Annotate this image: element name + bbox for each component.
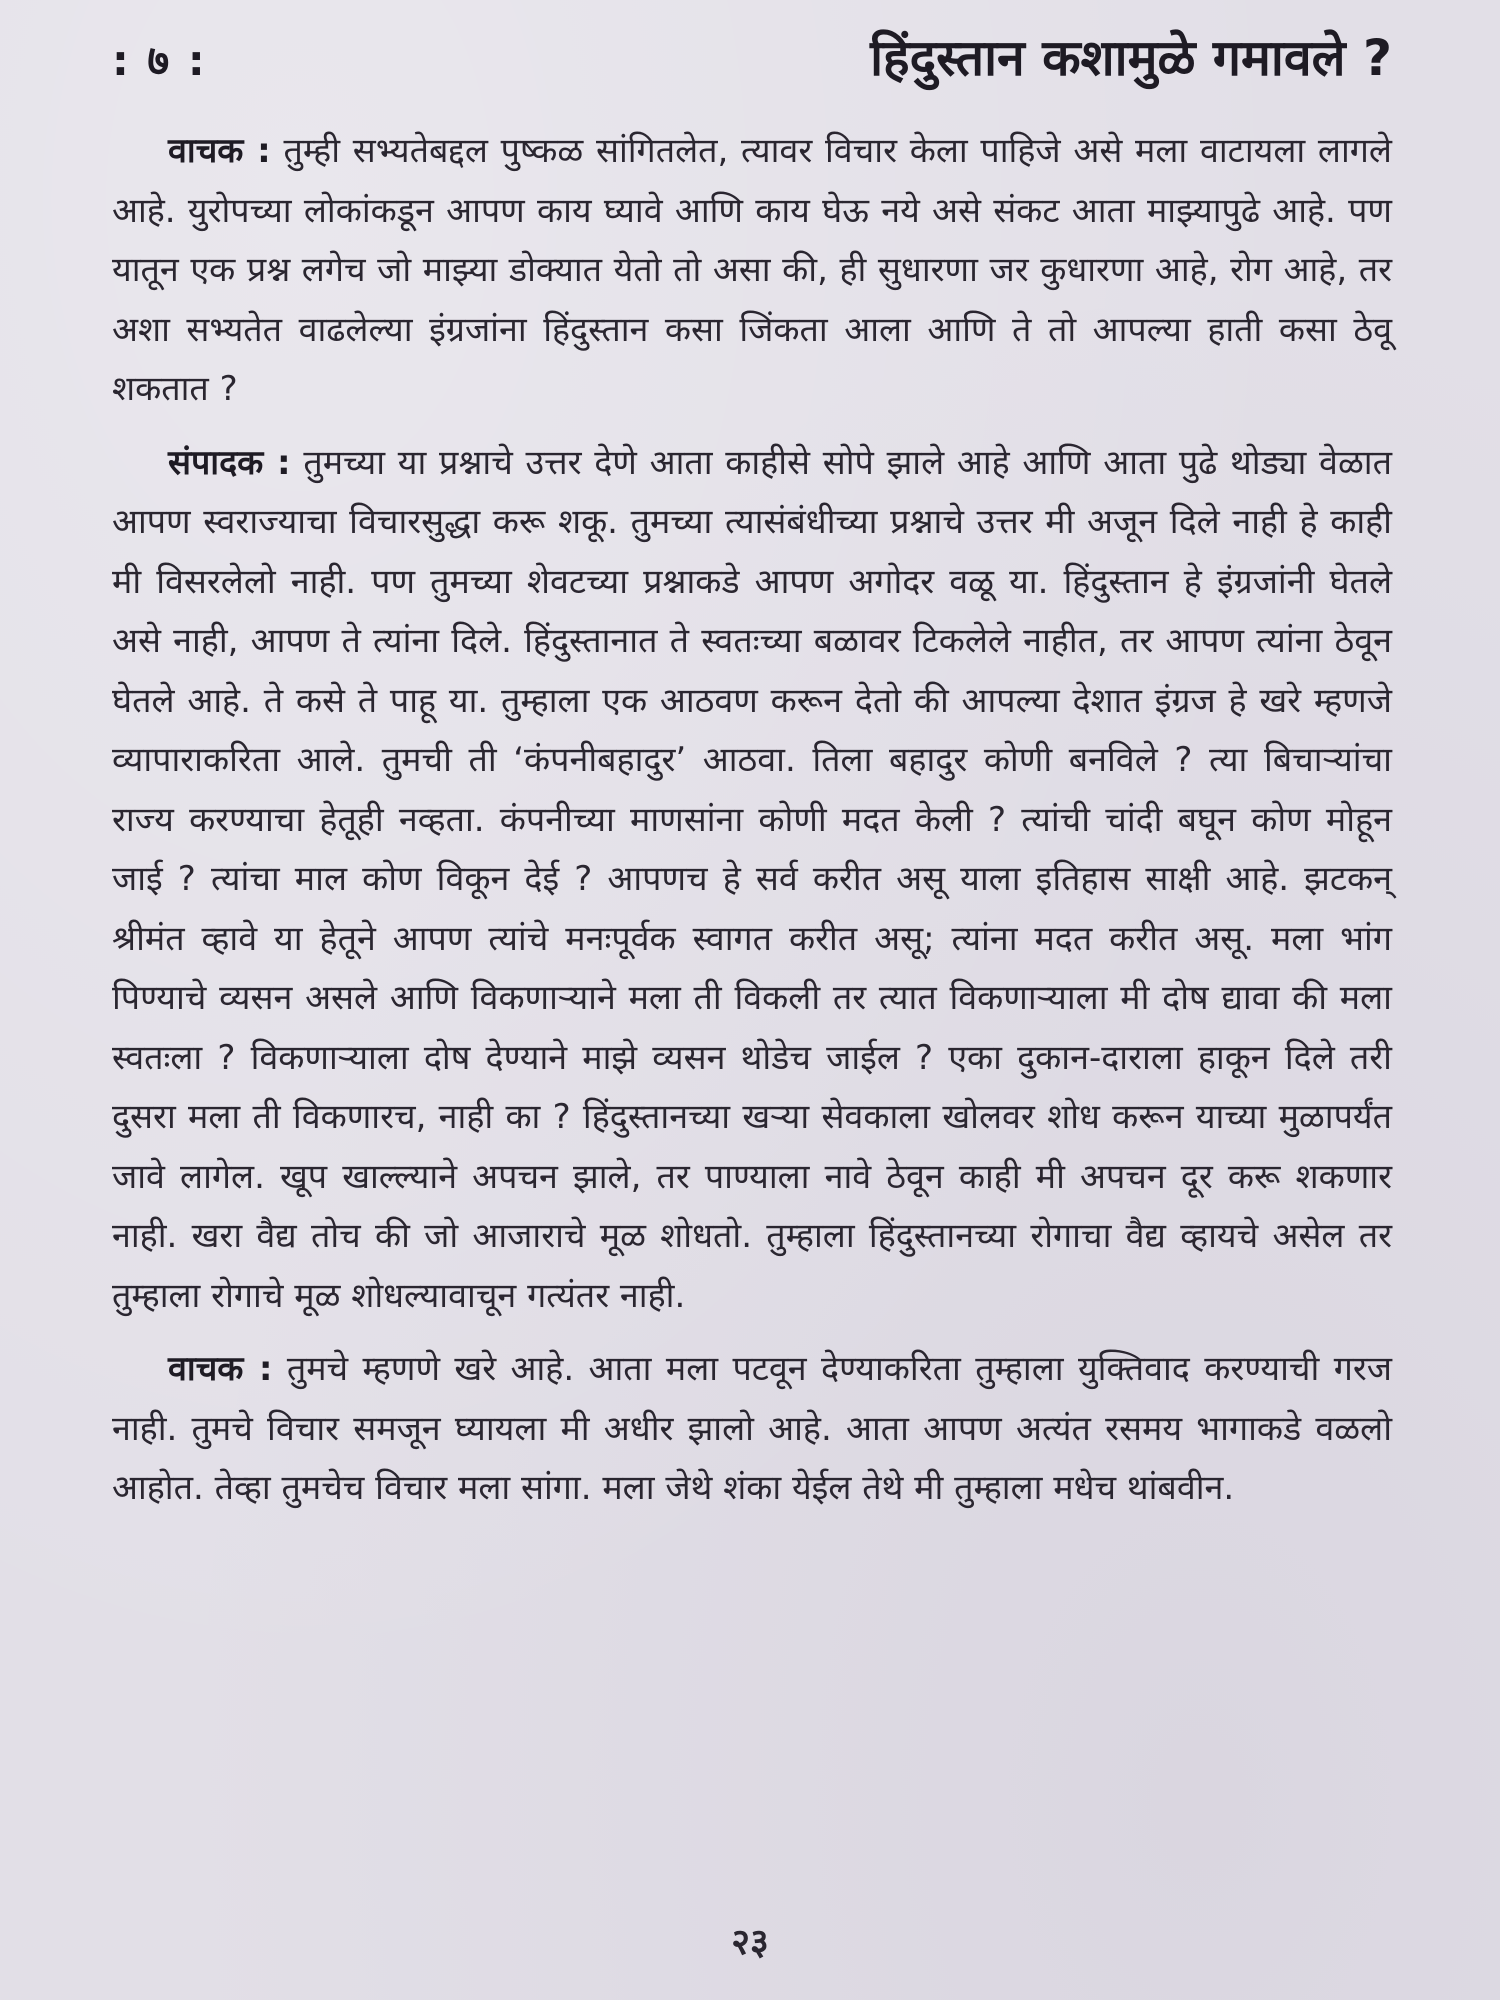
speaker-label: संपादक : <box>168 442 291 483</box>
speaker-label: वाचक : <box>168 131 271 171</box>
chapter-heading <box>112 22 1392 104</box>
speaker-label: वाचक : <box>168 1349 273 1389</box>
dialogue-paragraph-reader-2 <box>112 1340 1392 1519</box>
paragraph-text: तुमचे म्हणणे खरे आहे. आता मला पटवून देण्याकरिता तुम्हाला युक्तिवाद करण्याची गरज नाही. तुमचे विचार समजून घ्यायला मी अधीर झालो आहे. आता आपण अत्यंत रसमय भागाकडे वळलो आहोत. तेव्हा तुमचेच विचार मला सांगा. मला जेथे शंका येईल तेथे मी तुम्हाला मधेच थांबवीन. <box>112 1349 1392 1508</box>
paragraph-text: तुमच्या या प्रश्नाचे उत्तर देणे आता काहीसे सोपे झाले आहे आणि आता पुढे थोड्या वेळात आपण स्वराज्याचा विचारसुद्धा करू शकू. तुमच्या त्यासंबंधीच्या प्रश्नाचे उत्तर मी अजून दिले नाही हे काही मी विसरलेलो नाही. पण तुमच्या शेवटच्या प्रश्नाकडे आपण अगोदर वळू या. हिंदुस्तान हे इंग्रजांनी घेतले असे नाही, आपण ते त्यांना दिले. हिंदुस्तानात ते स्वतःच्या बळावर टिकलेले नाहीत, तर आपण त्यांना ठेवून घेतले आहे. ते कसे ते पाहू या. तुम्हाला एक आठवण करून देतो की आपल्या देशात इंग्रज हे खरे म्हणजे व्यापाराकरिता आले. तुमची ती ‘कंपनीबहादुर’ आठवा. तिला बहादुर कोणी बनविले ? त्या बिचाऱ्यांचा राज्य करण्याचा हेतूही नव्हता. कंपनीच्या माणसांना कोणी मदत केली ? त्यांची चांदी बघून कोण मोहून जाई ? त्यांचा माल कोण विकून देई ? आपणच हे सर्व करीत असू याला इतिहास साक्षी आहे. झटकन् श्रीमंत व्हावे या हेतूने आपण त्यांचे मनःपूर्वक स्वागत करीत असू; त्यांना मदत करीत असू. मला भांग पिण्याचे व्यसन असले आणि विकणाऱ्याने मला ती विकली तर त्यात विकणाऱ्याला मी दोष द्यावा की मला स्वतःला ? विकणाऱ्याला दोष देण्याने माझे व्यसन थोडेच जाईल ? एका दुकान-दाराला हाकून दिले तरी दुसरा मला ती विकणारच, नाही का ? हिंदुस्तानच्या खऱ्या सेवकाला खोलवर शोध करून याच्या मुळापर्यंत जावे लागेल. खूप खाल्ल्याने अपचन झाले, तर पाण्याला नावे ठेवून काही मी अपचन दूर करू शकणार नाही. खरा वैद्य तोच की जो आजाराचे मूळ शोधतो. तुम्हाला हिंदुस्तानच्या रोगाचा वैद्य व्हायचे असेल तर तुम्हाला रोगाचे मूळ शोधल्यावाचून गत्यंतर नाही. <box>112 442 1392 1316</box>
chapter-title: हिंदुस्तान कशामुळे गमावले ? <box>870 29 1392 87</box>
dialogue-paragraph-reader-1 <box>112 122 1392 420</box>
page-number: २३ <box>731 1922 769 1963</box>
dialogue-paragraph-editor <box>112 434 1392 1327</box>
paragraph-text: तुम्ही सभ्यतेबद्दल पुष्कळ सांगितलेत, त्यावर विचार केला पाहिजे असे मला वाटायला लागले आहे. युरोपच्या लोकांकडून आपण काय घ्यावे आणि काय घेऊ नये असे संकट आता माझ्यापुढे आहे. पण यातून एक प्रश्न लगेच जो माझ्या डोक्यात येतो तो असा की, ही सुधारणा जर कुधारणा आहे, रोग आहे, तर अशा सभ्यतेत वाढलेल्या इंग्रजांना हिंदुस्तान कसा जिंकता आला आणि ते तो आपल्या हाती कसा ठेवू शकतात ? <box>112 131 1392 409</box>
chapter-number: : ७ : <box>112 36 207 85</box>
